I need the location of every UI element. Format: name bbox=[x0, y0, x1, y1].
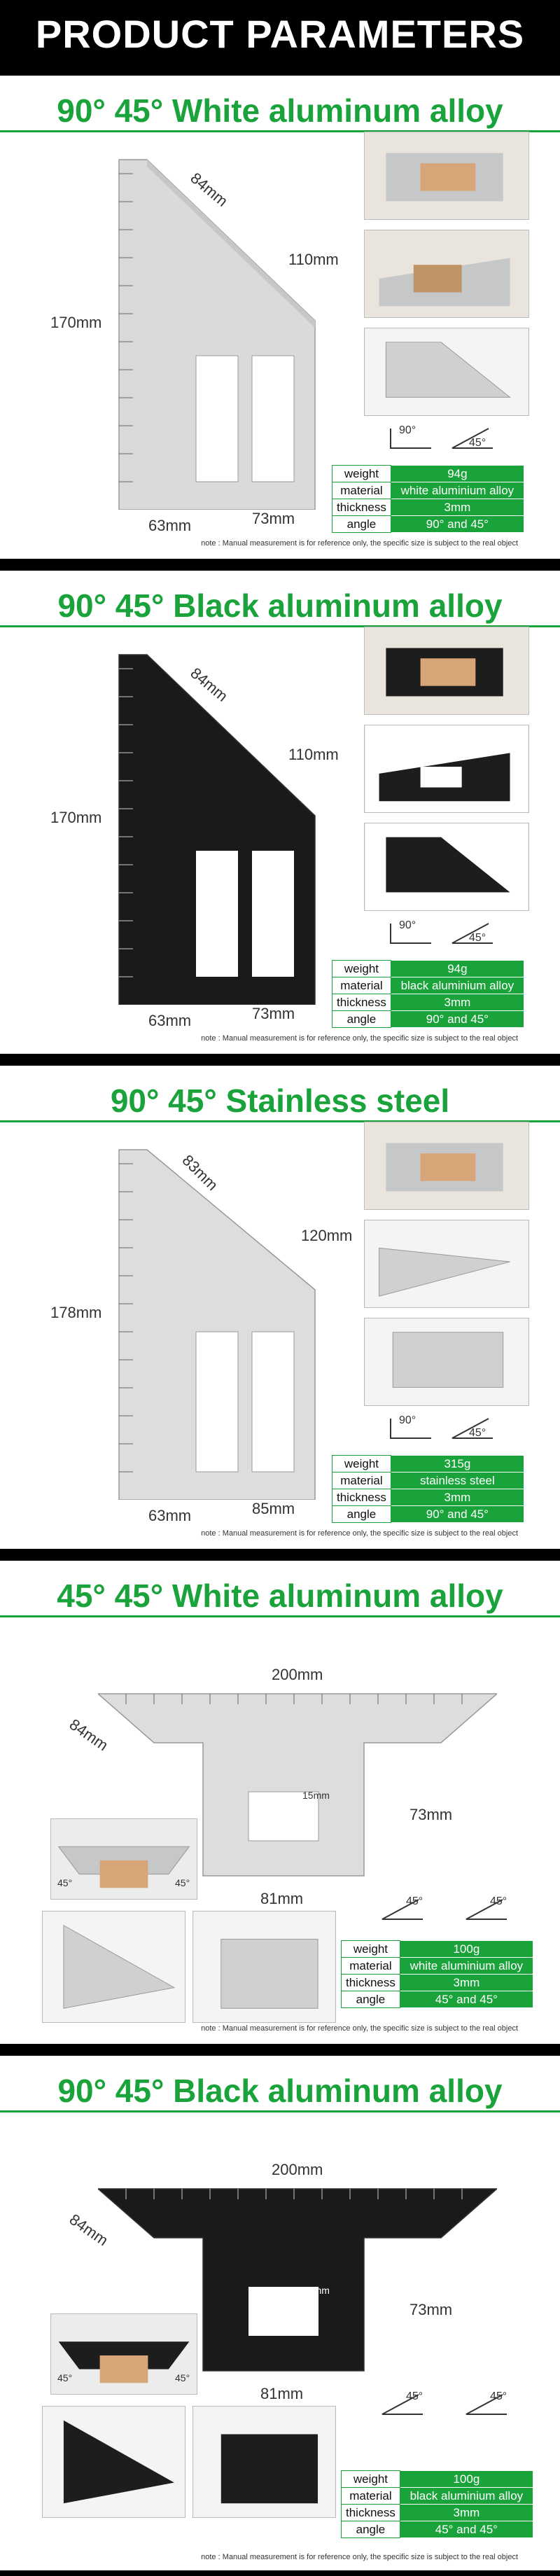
dim-left-height: 170mm bbox=[50, 809, 102, 826]
dim-bottom-left: 63mm bbox=[148, 1507, 192, 1524]
panel-title: 90° 45° Stainless steel bbox=[110, 1082, 450, 1119]
photo-angle-label-left: 45° bbox=[57, 2372, 73, 2383]
spec-key: weight bbox=[332, 1456, 391, 1473]
angle-45-label-right: 45° bbox=[490, 1895, 507, 1907]
spec-value: 315g bbox=[391, 1456, 524, 1473]
angle-45-label: 45° bbox=[469, 932, 486, 944]
dim-right-height: 120mm bbox=[301, 1227, 353, 1244]
dim-bottom-right: 73mm bbox=[252, 510, 295, 527]
spec-key: angle bbox=[332, 516, 391, 533]
spec-key: weight bbox=[332, 961, 391, 977]
angle-90-label: 90° bbox=[399, 424, 416, 436]
dim-bottom-right: 85mm bbox=[252, 1500, 295, 1517]
product-photo-2 bbox=[364, 230, 529, 318]
disclaimer-note: note : Manual measurement is for reference only, the specific size is subject to the real object bbox=[201, 2024, 518, 2033]
dim-bottom-right: 73mm bbox=[252, 1005, 295, 1022]
spec-value: 94g bbox=[391, 466, 524, 482]
panel-black-aluminum-45-45 bbox=[0, 2056, 560, 2570]
spec-table bbox=[341, 2470, 533, 2538]
panel-black-aluminum-90-45 bbox=[0, 571, 560, 1054]
dim-diagonal: 83mm bbox=[178, 1151, 222, 1195]
spec-key: material bbox=[342, 2488, 400, 2505]
disclaimer-note: note : Manual measurement is for reference only, the specific size is subject to the real object bbox=[201, 1034, 518, 1043]
spec-key: thickness bbox=[332, 499, 391, 516]
product-photo-3 bbox=[192, 1911, 336, 2023]
photo-angle-label-left: 45° bbox=[57, 1877, 73, 1888]
disclaimer-note: note : Manual measurement is for reference only, the specific size is subject to the real object bbox=[201, 2553, 518, 2561]
panel-title: 45° 45° White aluminum alloy bbox=[57, 1578, 503, 1614]
product-photo-2 bbox=[364, 725, 529, 813]
product-photo-2 bbox=[42, 2406, 186, 2518]
product-photo-1 bbox=[364, 132, 529, 220]
spec-value: 94g bbox=[391, 961, 524, 977]
spec-value: 100g bbox=[400, 1941, 533, 1958]
spec-value: 45° and 45° bbox=[400, 2521, 533, 2538]
dim-bottom-width: 81mm bbox=[260, 1890, 304, 1907]
angle-45-label-right: 45° bbox=[490, 2390, 507, 2402]
disclaimer-note: note : Manual measurement is for reference only, the specific size is subject to the real object bbox=[201, 1529, 518, 1538]
spec-value: 100g bbox=[400, 2471, 533, 2488]
spec-key: material bbox=[332, 1473, 391, 1489]
spec-value: black aluminium alloy bbox=[400, 2488, 533, 2505]
dim-bottom-width: 81mm bbox=[260, 2385, 304, 2402]
product-photo-2 bbox=[364, 1220, 529, 1308]
spec-value: 90° and 45° bbox=[391, 1506, 524, 1523]
dim-right-height: 110mm bbox=[288, 746, 339, 763]
dim-left-height: 170mm bbox=[50, 314, 102, 331]
photo-angle-label-right: 45° bbox=[175, 2372, 190, 2383]
spec-key: weight bbox=[342, 1941, 400, 1958]
dim-diagonal: 84mm bbox=[66, 1715, 112, 1755]
product-photo-2 bbox=[42, 1911, 186, 2023]
angle-45-label: 45° bbox=[469, 1427, 486, 1439]
dim-diagonal: 84mm bbox=[187, 169, 232, 210]
spec-key: thickness bbox=[332, 1489, 391, 1506]
spec-table bbox=[332, 465, 524, 533]
panel-title: 90° 45° Black aluminum alloy bbox=[57, 2073, 503, 2109]
spec-value: 90° and 45° bbox=[391, 516, 524, 533]
panel-title: 90° 45° Black aluminum alloy bbox=[57, 587, 503, 624]
panel-title: 90° 45° White aluminum alloy bbox=[57, 92, 503, 129]
dim-bottom-left: 63mm bbox=[148, 1012, 192, 1029]
angle-45-label-left: 45° bbox=[406, 2390, 424, 2402]
spec-key: thickness bbox=[342, 1975, 400, 1991]
spec-value: 3mm bbox=[391, 499, 524, 516]
spec-value: white aluminium alloy bbox=[391, 482, 524, 499]
spec-key: material bbox=[332, 977, 391, 994]
dim-inner: 15mm bbox=[302, 2285, 330, 2296]
angle-45-label-left: 45° bbox=[406, 1895, 424, 1907]
dim-top-width: 200mm bbox=[272, 1666, 323, 1683]
dim-diagonal: 84mm bbox=[66, 2210, 112, 2250]
spec-table bbox=[341, 1940, 533, 2008]
spec-key: material bbox=[342, 1958, 400, 1975]
spec-key: angle bbox=[342, 1991, 400, 2008]
dim-bottom-left: 63mm bbox=[148, 517, 192, 534]
product-photo-1 bbox=[364, 627, 529, 715]
page-title: PRODUCT PARAMETERS bbox=[35, 11, 525, 56]
dim-top-width: 200mm bbox=[272, 2161, 323, 2178]
spec-key: material bbox=[332, 482, 391, 499]
angle-45-label: 45° bbox=[469, 437, 486, 449]
spec-key: angle bbox=[342, 2521, 400, 2538]
product-photo-3 bbox=[364, 328, 529, 416]
spec-key: thickness bbox=[332, 994, 391, 1011]
spec-value: 3mm bbox=[400, 2505, 533, 2521]
spec-value: 3mm bbox=[400, 1975, 533, 1991]
panel-stainless-steel-90-45 bbox=[0, 1066, 560, 1549]
angle-90-label: 90° bbox=[399, 919, 416, 931]
spec-value: white aluminium alloy bbox=[400, 1958, 533, 1975]
photo-angle-label-right: 45° bbox=[175, 1877, 190, 1888]
spec-table bbox=[332, 960, 524, 1028]
disclaimer-note: note : Manual measurement is for reference only, the specific size is subject to the real object bbox=[201, 539, 518, 548]
spec-table bbox=[332, 1455, 524, 1523]
square-ruler-drawing bbox=[105, 1136, 329, 1500]
spec-value: 45° and 45° bbox=[400, 1991, 533, 2008]
spec-key: angle bbox=[332, 1506, 391, 1523]
spec-value: 3mm bbox=[391, 1489, 524, 1506]
panel-white-aluminum-45-45 bbox=[0, 1561, 560, 2044]
panel-white-aluminum-90-45 bbox=[0, 76, 560, 559]
spec-value: black aluminium alloy bbox=[391, 977, 524, 994]
spec-key: angle bbox=[332, 1011, 391, 1028]
product-photo-1 bbox=[364, 1122, 529, 1210]
angle-90-label: 90° bbox=[399, 1414, 416, 1426]
dim-inner: 15mm bbox=[302, 1790, 330, 1801]
spec-key: thickness bbox=[342, 2505, 400, 2521]
spec-value: 90° and 45° bbox=[391, 1011, 524, 1028]
dim-right-height: 73mm bbox=[410, 2301, 453, 2318]
dim-right-height: 110mm bbox=[288, 251, 339, 268]
spec-key: weight bbox=[332, 466, 391, 482]
dim-left-height: 178mm bbox=[50, 1304, 102, 1321]
dim-diagonal: 84mm bbox=[187, 664, 232, 705]
spec-value: 3mm bbox=[391, 994, 524, 1011]
product-photo-3 bbox=[364, 1318, 529, 1406]
dim-right-height: 73mm bbox=[410, 1806, 453, 1823]
spec-value: stainless steel bbox=[391, 1473, 524, 1489]
product-photo-3 bbox=[192, 2406, 336, 2518]
spec-key: weight bbox=[342, 2471, 400, 2488]
product-photo-3 bbox=[364, 823, 529, 911]
